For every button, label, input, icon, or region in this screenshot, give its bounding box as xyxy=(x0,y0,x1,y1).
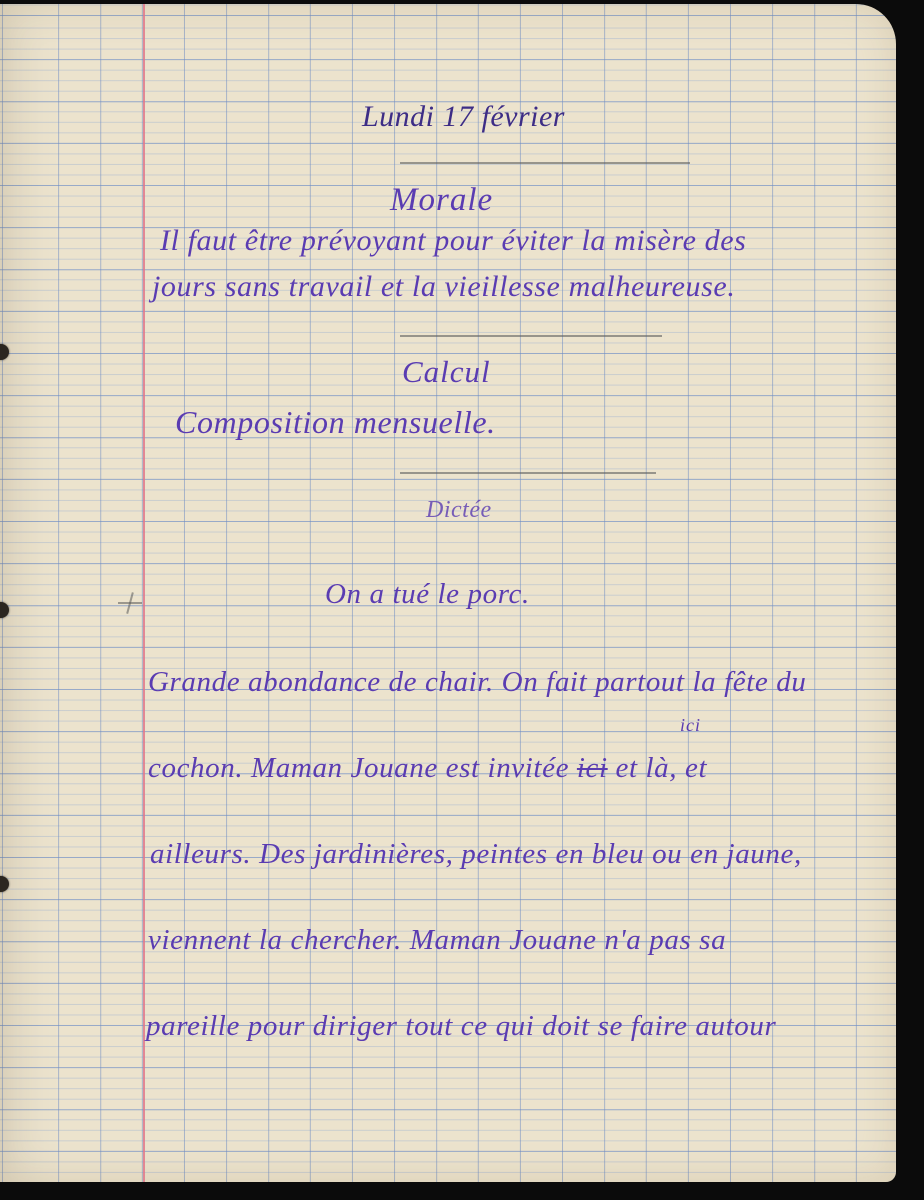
section-title-calcul: Calcul xyxy=(402,354,491,389)
binding-hole xyxy=(0,344,9,360)
notebook-page xyxy=(0,4,896,1182)
binding-hole xyxy=(0,876,9,892)
section-divider xyxy=(400,162,690,164)
dictee-line: pareille pour diriger tout ce qui doit se faire autour xyxy=(146,1010,777,1042)
struck-word: ici xyxy=(576,752,608,784)
dictee-line xyxy=(148,754,707,783)
margin-line xyxy=(143,4,145,1182)
morale-line: jours sans travail et la vieillesse malheureuse. xyxy=(152,270,736,303)
dictee-line-part: et là, et xyxy=(607,752,708,784)
section-divider xyxy=(400,472,656,474)
dictee-line: ailleurs. Des jardinières, peintes en bleu ou en jaune, xyxy=(150,838,802,870)
dictee-line: Grande abondance de chair. On fait partout la fête du xyxy=(148,666,807,698)
dictee-line: viennent la chercher. Maman Jouane n'a pas sa xyxy=(148,924,727,956)
morale-line: Il faut être prévoyant pour éviter la misère des xyxy=(160,224,747,257)
section-divider xyxy=(400,335,662,337)
dictee-line-part: cochon. Maman Jouane est invitée xyxy=(148,752,577,784)
binding-hole xyxy=(0,602,9,618)
date-heading: Lundi 17 février xyxy=(362,100,565,133)
dictee-text-title: On a tué le porc. xyxy=(325,578,530,610)
section-title-dictee: Dictée xyxy=(426,497,492,523)
correction-insertion: ici xyxy=(680,715,701,735)
calcul-line: Composition mensuelle. xyxy=(175,404,496,440)
section-title-morale: Morale xyxy=(390,182,494,218)
